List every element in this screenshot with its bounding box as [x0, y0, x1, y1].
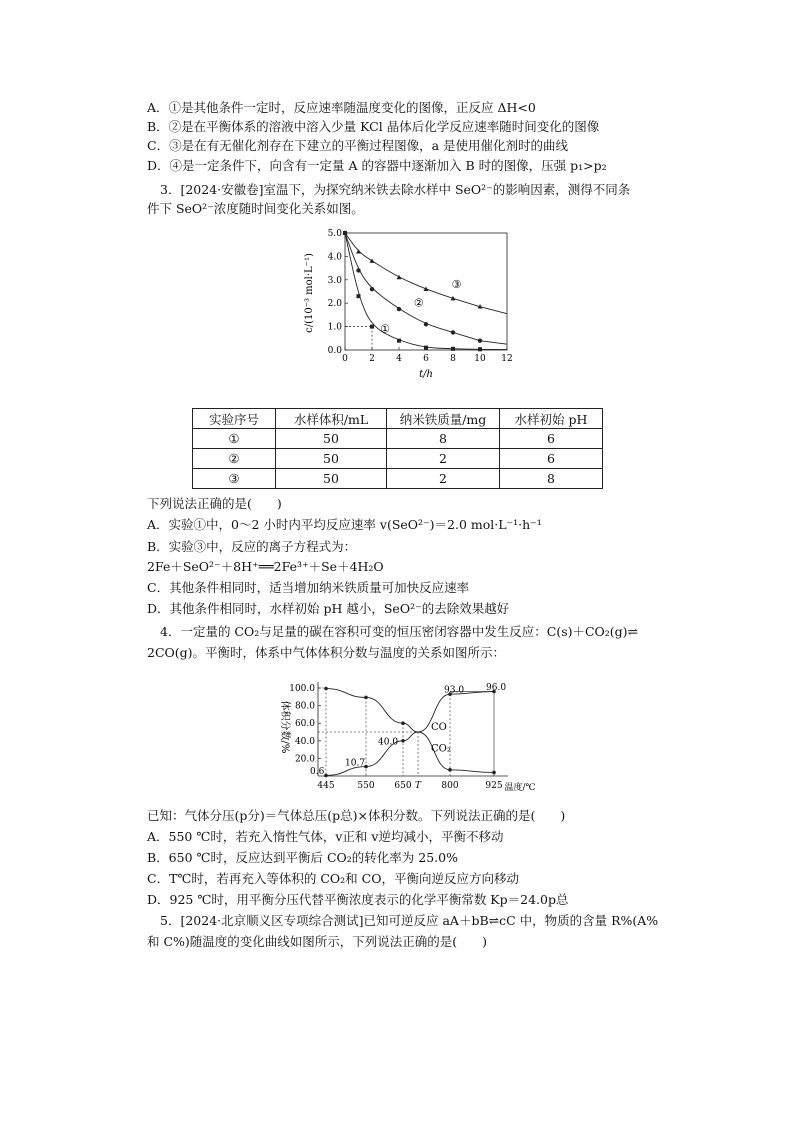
data-point	[356, 249, 361, 253]
q4-option-b: B．650 ℃时，反应达到平衡后 CO₂的转化率为 25.0%	[147, 850, 458, 865]
y-axis-label: c/(10⁻³ mol·L⁻¹)	[304, 253, 315, 333]
q3-question: 下列说法正确的是( )	[147, 496, 282, 511]
y-tick-label: 5.0	[327, 229, 342, 239]
y-tick-label: 40.0	[294, 736, 315, 747]
table-cell: 8	[387, 429, 500, 449]
table-cell: 2	[387, 469, 500, 489]
q5-stem-1: 5．[2024·北京顺义区专项综合测试]已知可逆反应 aA＋bB⇌cC 中，物质的含量 R%(A%	[160, 913, 659, 928]
table-cell: 6	[500, 429, 603, 449]
table-cell: 50	[276, 449, 387, 469]
series-line-2	[345, 233, 507, 314]
table-cell: 2	[387, 449, 500, 469]
q4-stem-2: 2CO(g)。平衡时，体系中气体体积分数与温度的关系如图所示：	[147, 645, 506, 660]
data-point	[424, 346, 428, 350]
x-tick-label: 650	[394, 781, 412, 791]
data-label: 10.7	[345, 758, 366, 769]
table-row	[193, 429, 603, 449]
series-label: ②	[413, 296, 424, 310]
y-tick-label: 4.0	[327, 252, 342, 263]
data-point	[478, 347, 482, 351]
data-point	[370, 325, 374, 329]
plot-frame	[345, 233, 507, 350]
data-label: 96.0	[486, 682, 507, 693]
x-tick-label: 0	[342, 354, 348, 364]
data-point	[448, 768, 452, 772]
series-label: CO₂	[431, 743, 451, 755]
q4-stem-1: 4．一定量的 CO₂与足量的碳在容积可变的恒压密闭容器中发生反应：C(s)＋CO₂(g)⇌	[160, 624, 639, 639]
table-cell: ②	[193, 449, 276, 469]
series-label: ③	[451, 277, 462, 291]
data-point	[324, 774, 328, 778]
data-point	[451, 347, 455, 351]
data-point	[492, 771, 496, 775]
y-tick-label: 80.0	[294, 701, 315, 712]
q3-option-d: D．其他条件相同时，水样初始 pH 越小，SeO²⁻的去除效果越好	[147, 601, 510, 616]
q2-option-c: C．③是在有无催化剂存在下建立的平衡过程图像，a 是使用催化剂时的曲线	[147, 138, 568, 153]
x-tick-label: 445	[317, 781, 335, 791]
q4-option-c: C．T℃时，若再充入等体积的 CO₂和 CO，平衡向逆反应方向移动	[147, 871, 519, 886]
table-cell: 50	[276, 429, 387, 449]
data-point	[370, 287, 374, 291]
x-tick-label: 925	[485, 781, 503, 791]
x-tick-label: 2	[369, 354, 375, 364]
table-row	[193, 469, 603, 489]
table-header: 水样初始 pH	[500, 409, 603, 429]
q3-option-b: B．实验③中，反应的离子方程式为：	[147, 539, 357, 554]
data-point	[451, 330, 455, 334]
data-point	[356, 268, 360, 272]
q3-option-b-equation: 2Fe＋SeO²⁻＋8H⁺══2Fe³⁺＋Se＋4H₂O	[147, 559, 384, 574]
experiment-table	[192, 408, 603, 489]
x-tick-label: 6	[423, 354, 429, 364]
data-label: 40.0	[378, 737, 399, 748]
table-cell: ③	[193, 469, 276, 489]
data-point	[397, 339, 401, 343]
q2-option-b: B．②是在平衡体系的溶液中溶入少量 KCl 晶体后化学反应速率随时间变化的图像	[147, 119, 600, 134]
data-point	[401, 721, 405, 725]
data-point	[357, 294, 361, 298]
y-tick-label: 3.0	[327, 275, 342, 286]
series-label: CO	[431, 722, 447, 734]
y-tick-label: 2.0	[327, 299, 342, 310]
table-row	[193, 449, 603, 469]
x-tick-label: 4	[396, 354, 402, 364]
x-axis-label: 温度/℃	[504, 783, 536, 793]
x-axis-label: t/h	[419, 369, 433, 380]
data-point	[424, 322, 428, 326]
data-point	[364, 696, 368, 700]
x-tick-label: 800	[441, 781, 459, 791]
q4-known: 已知：气体分压(p分)＝气体总压(p总)×体积分数。下列说法正确的是( )	[147, 808, 566, 823]
table-cell: ①	[193, 429, 276, 449]
q3-stem-2: 件下 SeO²⁻浓度随时间变化关系如图。	[147, 201, 364, 216]
x-tick-label: T	[414, 781, 422, 791]
series-line-0	[345, 233, 507, 350]
table-header: 水样体积/mL	[276, 409, 387, 429]
q3-option-c: C．其他条件相同时，适当增加纳米铁质量可加快反应速率	[147, 580, 470, 595]
table-cell: 50	[276, 469, 387, 489]
q5-stem-2: 和 C%)随温度的变化曲线如图所示，下列说法正确的是( )	[147, 934, 488, 949]
data-label: 0.6	[310, 767, 325, 778]
q2-option-a: A．①是其他条件一定时，反应速率随温度变化的图像，正反应 ΔH<0	[147, 100, 536, 115]
x-tick-label: 10	[474, 354, 486, 364]
y-axis-label: 体积分数/%	[279, 700, 290, 754]
data-point	[370, 258, 375, 262]
y-tick-label: 1.0	[327, 322, 342, 333]
data-label: 93.0	[444, 685, 465, 696]
q3-option-a: A．实验①中，0～2 小时内平均反应速率 v(SeO²⁻)＝2.0 mol·L⁻¹·h⁻¹	[147, 517, 542, 532]
x-tick-label: 550	[357, 781, 375, 791]
data-point	[401, 739, 405, 743]
data-point	[397, 307, 401, 311]
chart-seo-concentration	[300, 225, 525, 385]
data-point	[424, 287, 429, 291]
q4-option-d: D．925 ℃时，用平衡分压代替平衡浓度表示的化学平衡常数 Kp＝24.0p总	[147, 892, 569, 907]
data-point	[478, 338, 482, 342]
table-cell: 8	[500, 469, 603, 489]
data-point	[324, 687, 328, 691]
q3-stem-1: 3．[2024·安徽卷]室温下，为探究纳米铁去除水样中 SeO²⁻的影响因素，测得不同条	[160, 182, 631, 197]
y-tick-label: 100.0	[289, 684, 315, 694]
table-header: 纳米铁质量/mg	[387, 409, 500, 429]
y-tick-label: 60.0	[294, 719, 315, 730]
table-header: 实验序号	[193, 409, 276, 429]
y-tick-label: 20.0	[294, 754, 315, 765]
table-cell: 6	[500, 449, 603, 469]
y-tick-label: 0.0	[327, 346, 342, 356]
x-tick-label: 8	[450, 354, 456, 364]
series-label: ①	[380, 322, 390, 336]
x-tick-label: 12	[501, 354, 513, 364]
q2-option-d: D．④是一定条件下，向含有一定量 A 的容器中逐渐加入 B 时的图像，压强 p₁>p₂	[147, 158, 607, 173]
q4-option-a: A．550 ℃时，若充入惰性气体，v正和 v逆均减小，平衡不移动	[147, 829, 504, 844]
chart-volume-fraction	[268, 672, 548, 797]
